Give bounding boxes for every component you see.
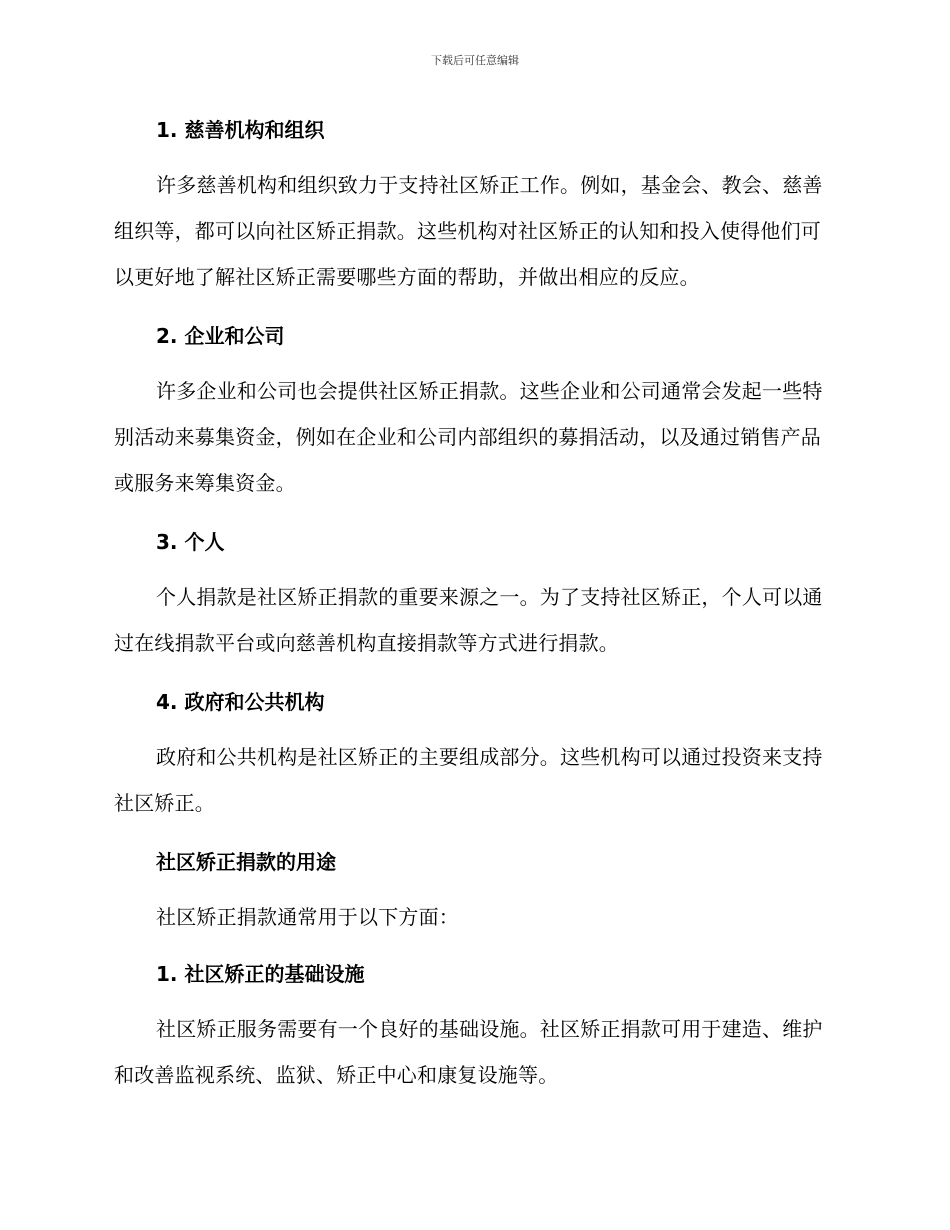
section-paragraph-charities: 许多慈善机构和组织致力于支持社区矫正工作。例如，基金会、教会、慈善组织等，都可以向社区矫正捐款。这些机构对社区矫正的认知和投入使得他们可以更好地了解社区矫正需要哪些方面的帮助，并做出相应的反应。: [114, 173, 823, 289]
page-header-note: 下载后可任意编辑: [431, 54, 519, 67]
section-heading-individuals: 3. 个人: [156, 530, 225, 554]
section-heading-companies: 2. 企业和公司: [156, 324, 285, 348]
section-paragraph-uses: 社区矫正捐款通常用于以下方面：: [156, 905, 459, 929]
section-heading-charities: 1. 慈善机构和组织: [156, 118, 325, 142]
section-heading-infrastructure: 1. 社区矫正的基础设施: [156, 962, 365, 986]
section-paragraph-companies: 许多企业和公司也会提供社区矫正捐款。这些企业和公司通常会发起一些特别活动来募集资金，例如在企业和公司内部组织的募捐活动，以及通过销售产品或服务来筹集资金。: [114, 379, 823, 495]
document-body: [114, 110, 834, 1098]
section-heading-government: 4. 政府和公共机构: [156, 690, 325, 714]
section-paragraph-infrastructure: 社区矫正服务需要有一个良好的基础设施。社区矫正捐款可用于建造、维护和改善监视系统、监狱、矫正中心和康复设施等。: [114, 1017, 823, 1087]
section-heading-uses: 社区矫正捐款的用途: [156, 850, 336, 874]
section-paragraph-government: 政府和公共机构是社区矫正的主要组成部分。这些机构可以通过投资来支持社区矫正。: [114, 745, 823, 815]
section-paragraph-individuals: 个人捐款是社区矫正捐款的重要来源之一。为了支持社区矫正，个人可以通过在线捐款平台或向慈善机构直接捐款等方式进行捐款。: [114, 585, 823, 655]
